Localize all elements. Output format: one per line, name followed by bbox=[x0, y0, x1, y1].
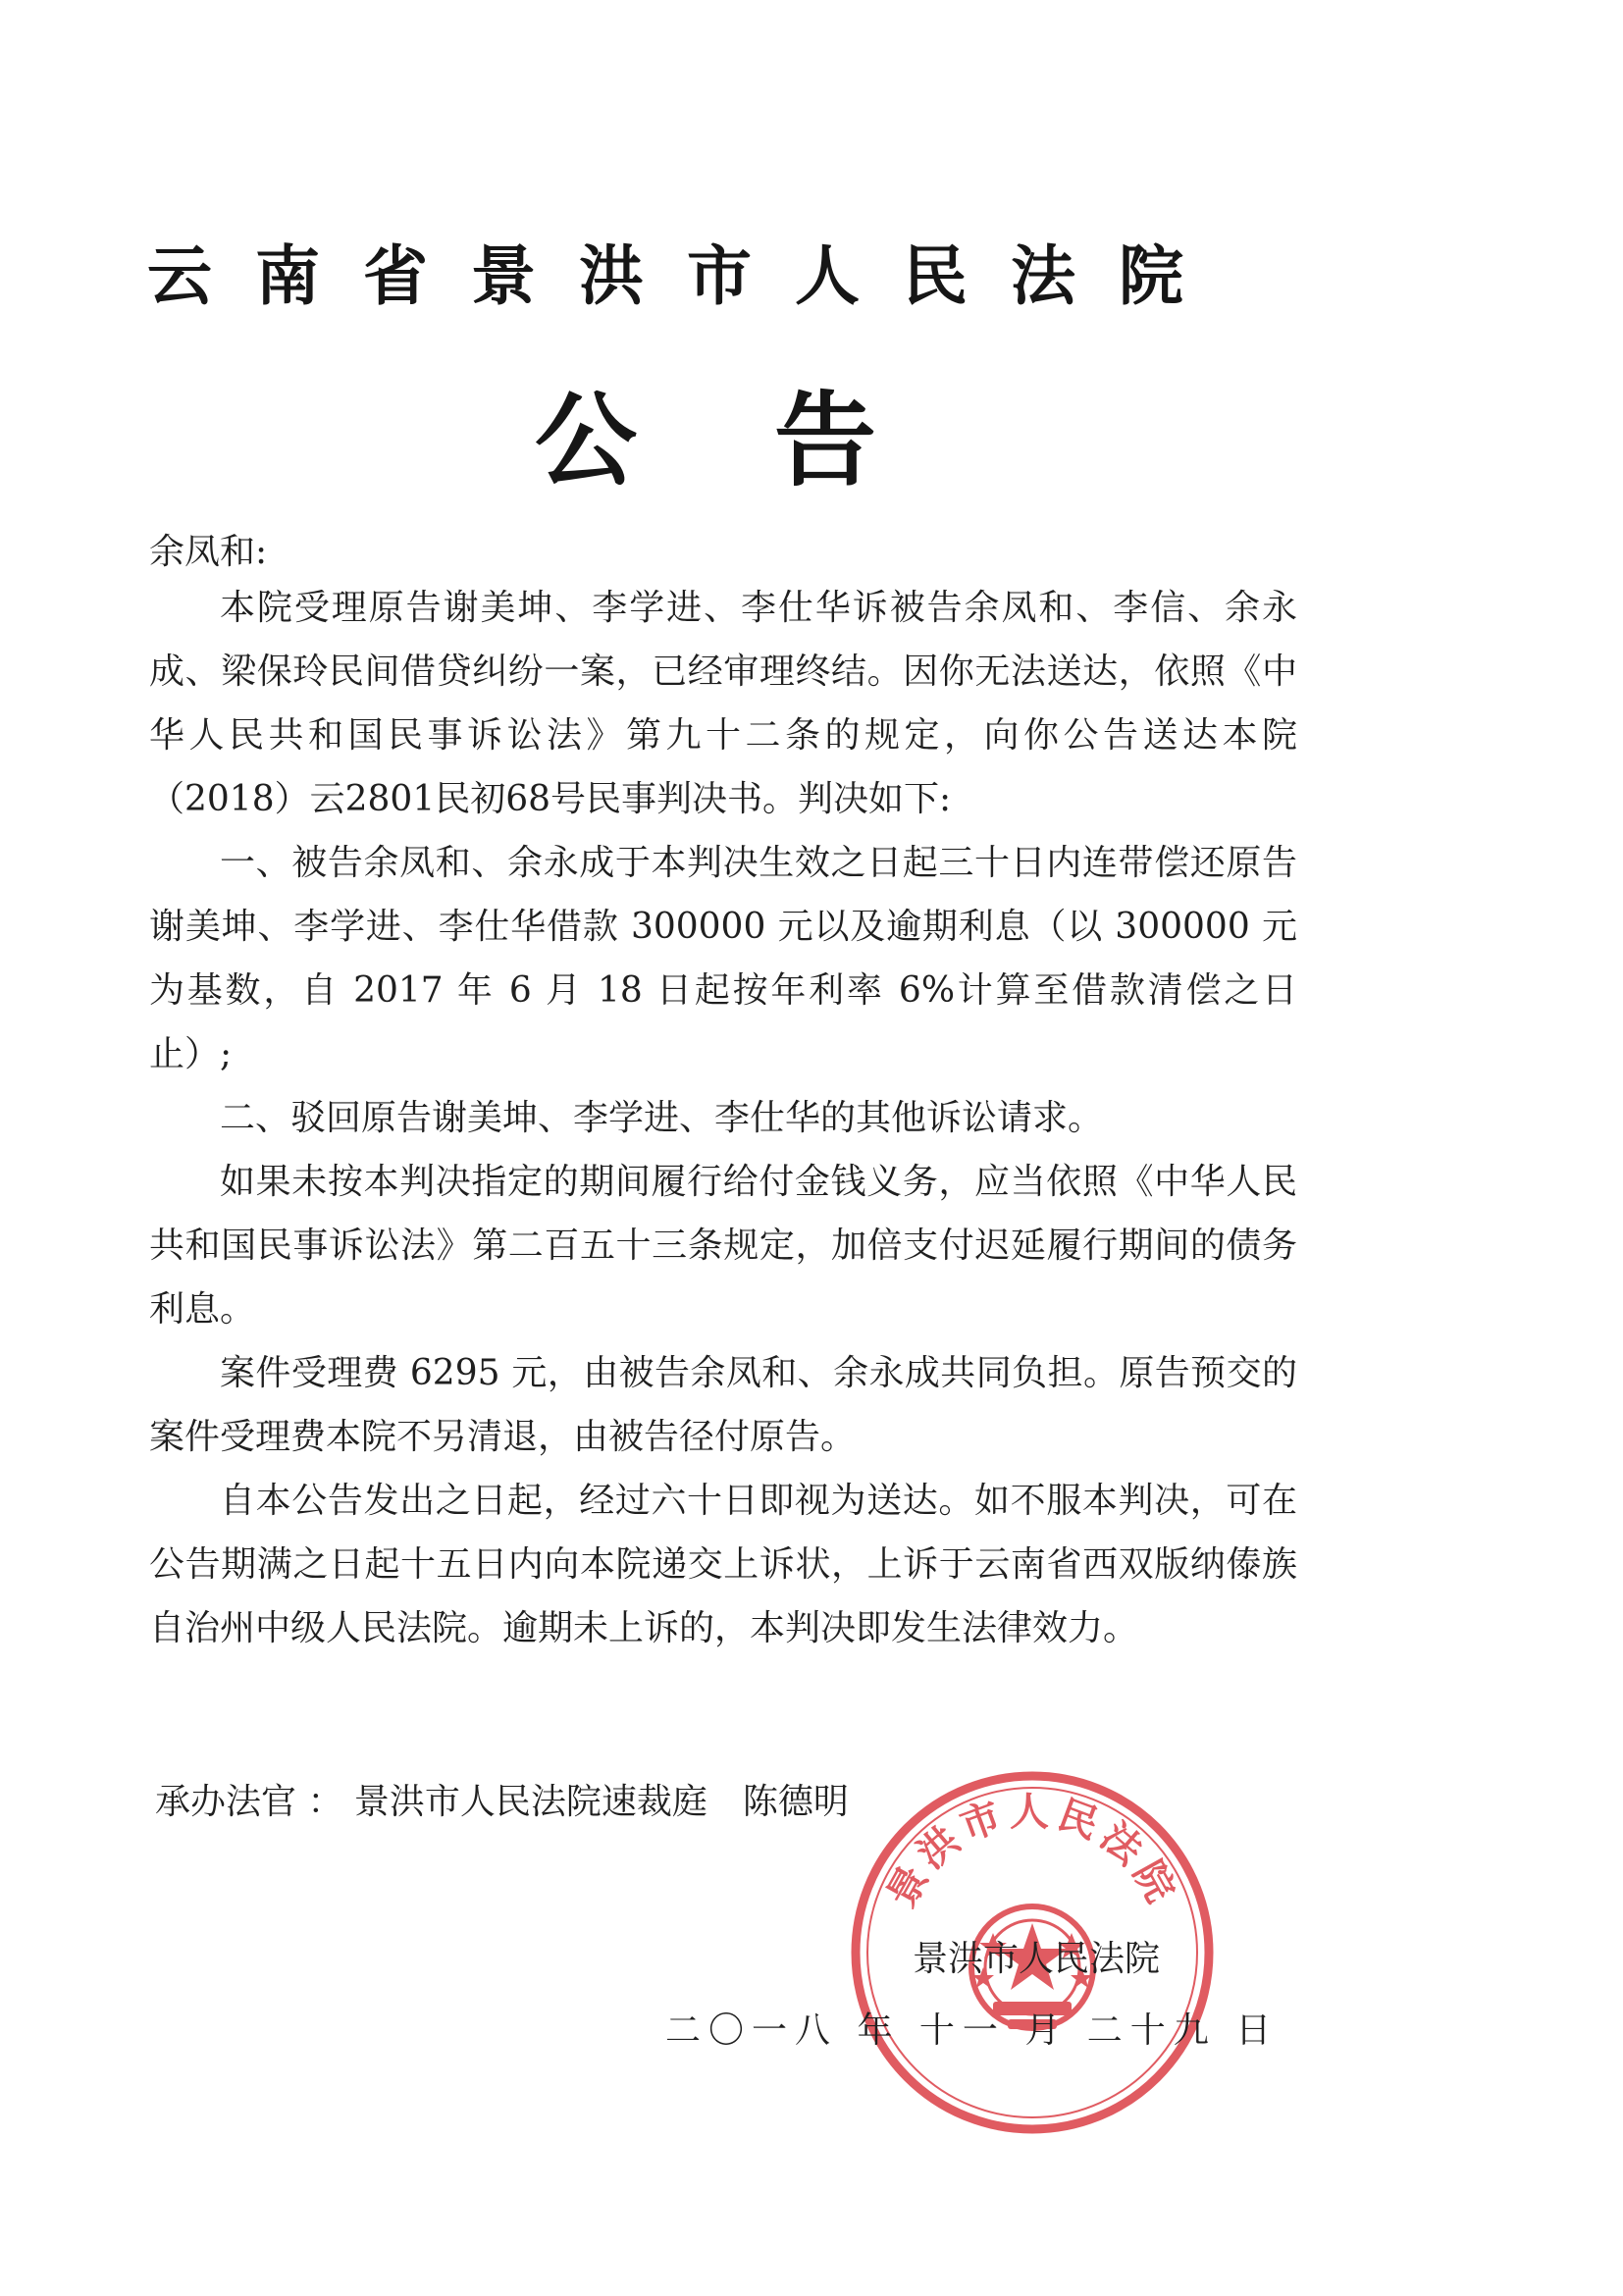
notice-body bbox=[149, 576, 1297, 1660]
paragraph-appeal-notice: 自本公告发出之日起，经过六十日即视为送达。如不服本判决，可在公告期满之日起十五日内向本院递交上诉状，上诉于云南省西双版纳傣族自治州中级人民法院。逾期未上诉的，本判决即发生法律效力。 bbox=[149, 1481, 1297, 1648]
paragraph-judgment-item-2: 二、驳回原告谢美坤、李学进、李仕华的其他诉讼请求。 bbox=[220, 1098, 1104, 1138]
notice-title: 公告 bbox=[535, 381, 1015, 500]
issue-date: 二〇一八 年 十一 月 二十九 日 bbox=[665, 2010, 1280, 2051]
seal-arc-text: 景洪市人民法院 bbox=[878, 1790, 1186, 1915]
presiding-judge: 承办法官 ： 景洪市人民法院速裁庭 陈德明 bbox=[155, 1782, 849, 1822]
paragraph-court-fee: 案件受理费 6295 元，由被告余凤和、余永成共同负担。原告预交的案件受理费本院不另清退，由被告径付原告。 bbox=[149, 1353, 1297, 1457]
paragraph-case-intro: 本院受理原告谢美坤、李学进、李仕华诉被告余凤和、李信、余永成、梁保玲民间借贷纠纷一案，已经审理终结。因你无法送达，依照《中华人民共和国民事诉讼法》第九十二条的规定，向你公告送达本院（2018）云2801民初68号民事判决书。判决如下: bbox=[149, 588, 1297, 819]
court-name-heading: 云南省景洪市人民法院 bbox=[147, 238, 1227, 314]
paragraph-late-payment: 如果未按本判决指定的期间履行给付金钱义务，应当依照《中华人民共和国民事诉讼法》第二百五十三条规定，加倍支付迟延履行期间的债务利息。 bbox=[149, 1162, 1297, 1330]
issuing-court-signature: 景洪市人民法院 bbox=[913, 1939, 1161, 1979]
addressee: 余凤和: bbox=[149, 532, 268, 572]
paragraph-judgment-item-1: 一、被告余凤和、余永成于本判决生效之日起三十日内连带偿还原告谢美坤、李学进、李仕华借款 300000 元以及逾期利息（以 300000 元为基数，自 2017 年 6 月 18 日起按年利率 6%计算至借款清偿之日止）; bbox=[149, 843, 1297, 1074]
